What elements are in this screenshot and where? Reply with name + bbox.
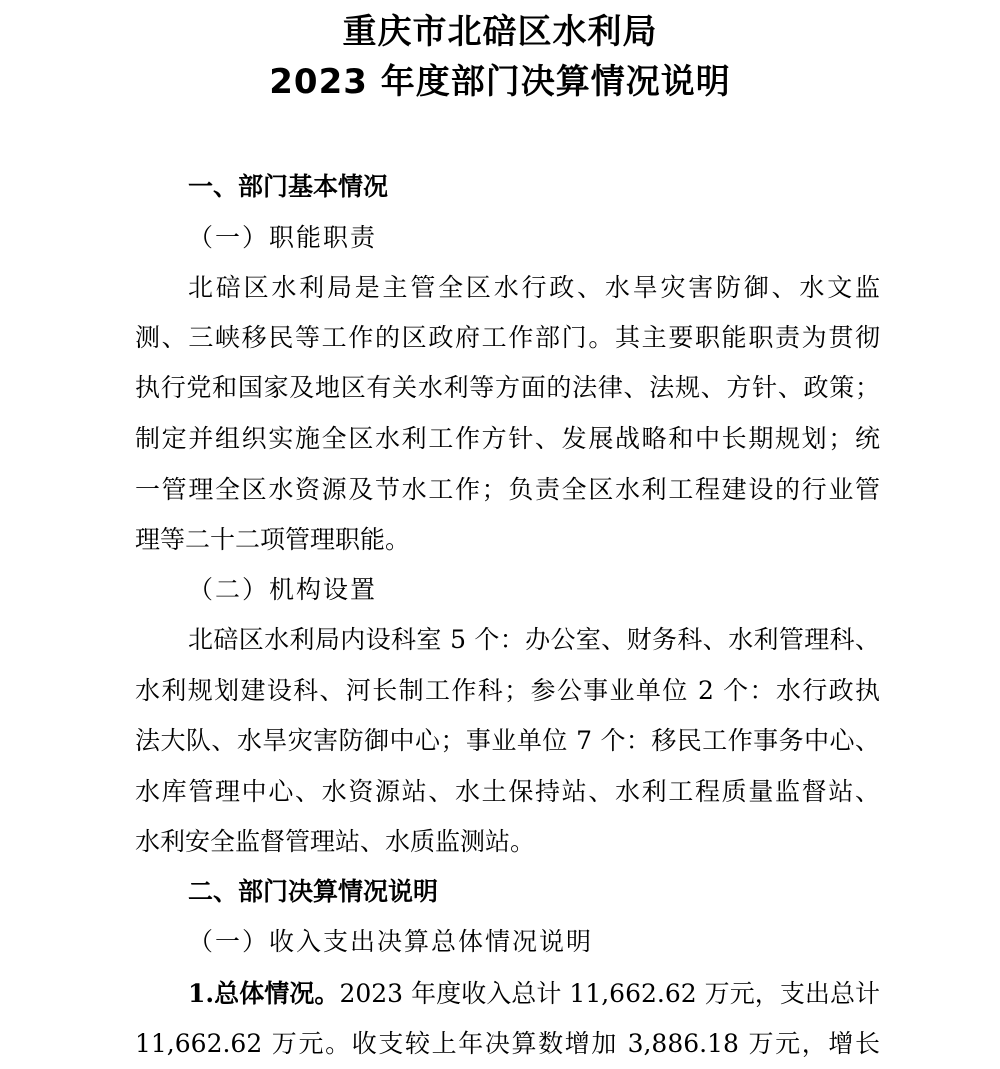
paragraph-line: 11,662.62 万元。收支较上年决算数增加 3,886.18 万元，增长: [135, 1029, 880, 1058]
section2-sub1-heading: （一）收入支出决算总体情况说明: [188, 927, 594, 956]
document-title-line1: 重庆市北碚区水利局: [342, 12, 658, 52]
section2-heading: 二、部门决算情况说明: [188, 877, 439, 906]
paragraph-line: 理等二十二项管理职能。: [135, 525, 411, 554]
section1-heading: 一、部门基本情况: [188, 172, 389, 201]
paragraph-line: 北碚区水利局内设科室 5 个：办公室、财务科、水利管理科、: [188, 625, 880, 654]
paragraph-line: 法大队、水旱灾害防御中心；事业单位 7 个：移民工作事务中心、: [135, 726, 880, 755]
section1-sub1-heading: （一）职能职责: [188, 223, 378, 252]
paragraph-line: 水利规划建设科、河长制工作科；参公事业单位 2 个：水行政执: [135, 676, 880, 705]
paragraph-line: 一管理全区水资源及节水工作；负责全区水利工程建设的行业管: [135, 475, 880, 504]
section1-sub2-heading: （二）机构设置: [188, 575, 378, 604]
item1-text: 2023 年度收入总计 11,662.62 万元，支出总计: [339, 979, 880, 1008]
paragraph-line: [188, 978, 880, 1010]
paragraph-line: 水库管理中心、水资源站、水土保持站、水利工程质量监督站、: [135, 777, 880, 806]
item1-label: 1.总体情况。: [188, 979, 340, 1008]
paragraph-line: 制定并组织实施全区水利工作方针、发展战略和中长期规划；统: [135, 424, 880, 453]
paragraph-line: 测、三峡移民等工作的区政府工作部门。其主要职能职责为贯彻: [135, 323, 880, 352]
paragraph-line: 执行党和国家及地区有关水利等方面的法律、法规、方针、政策；: [135, 373, 880, 402]
paragraph-line: 北碚区水利局是主管全区水行政、水旱灾害防御、水文监: [188, 273, 880, 302]
document-title-line2: 2023 年度部门决算情况说明: [269, 62, 731, 102]
paragraph-line: 水利安全监督管理站、水质监测站。: [135, 827, 536, 856]
